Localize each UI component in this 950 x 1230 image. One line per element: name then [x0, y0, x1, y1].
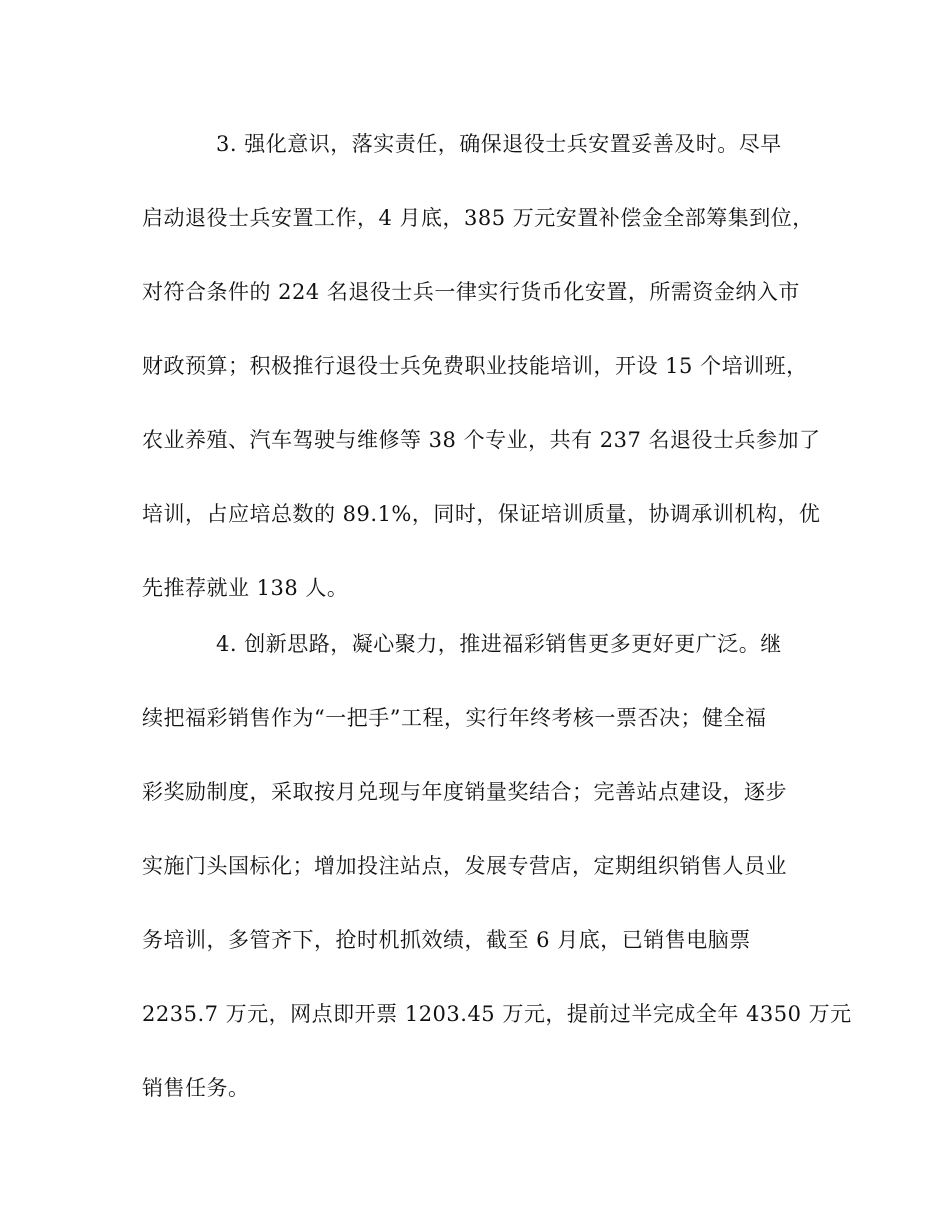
paragraph-3-line-5: 农业养殖、汽车驾驶与维修等 38 个专业，共有 237 名退役士兵参加了	[142, 428, 821, 452]
paragraph-4-line-7: 销售任务。	[142, 1076, 250, 1100]
paragraph-3-line-2: 启动退役士兵安置工作，4 月底，385 万元安置补偿金全部筹集到位，	[142, 206, 814, 230]
paragraph-4-line-2: 续把福彩销售作为“一把手”工程，实行年终考核一票否决；健全福	[142, 706, 767, 730]
paragraph-3-line-1: 3. 强化意识，落实责任，确保退役士兵安置妥善及时。尽早	[216, 132, 782, 156]
paragraph-4-line-3: 彩奖励制度，采取按月兑现与年度销量奖结合；完善站点建设，逐步	[142, 780, 787, 804]
paragraph-3-line-7: 先推荐就业 138 人。	[142, 576, 349, 600]
paragraph-3-line-4: 财政预算；积极推行退役士兵免费职业技能培训，开设 15 个培训班，	[142, 354, 808, 378]
paragraph-4-line-1: 4. 创新思路，凝心聚力，推进福彩销售更多更好更广泛。继	[216, 632, 782, 656]
paragraph-4-line-6: 2235.7 万元，网点即开票 1203.45 万元，提前过半完成全年 4350 万元	[142, 1002, 852, 1026]
paragraph-3-line-3: 对符合条件的 224 名退役士兵一律实行货币化安置，所需资金纳入市	[142, 280, 800, 304]
paragraph-4-line-5: 务培训，多管齐下，抢时机抓效绩，截至 6 月底，已销售电脑票	[142, 928, 751, 952]
paragraph-3-line-6: 培训，占应培总数的 89.1%，同时，保证培训质量，协调承训机构，优	[142, 502, 821, 526]
paragraph-4-line-4: 实施门头国标化；增加投注站点，发展专营店，定期组织销售人员业	[142, 854, 787, 878]
